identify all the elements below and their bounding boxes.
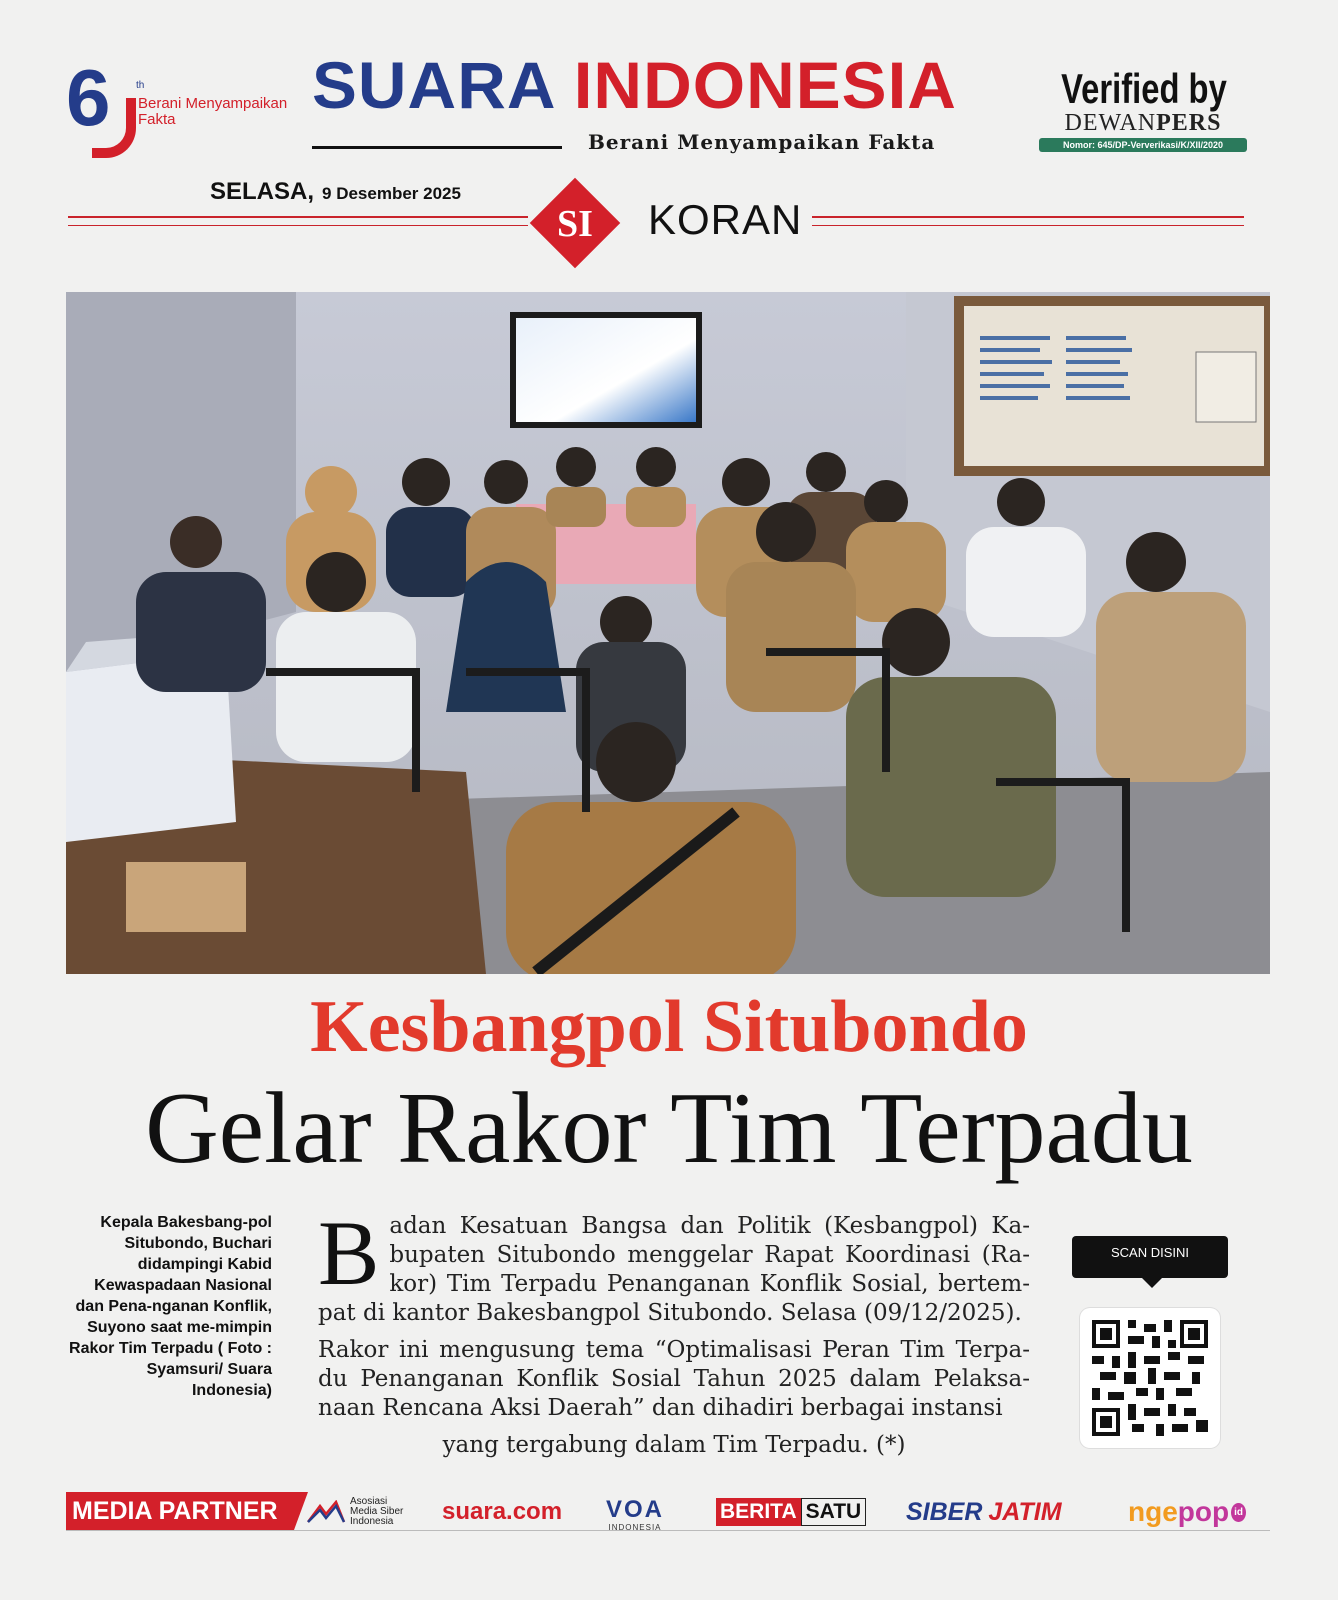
- drop-cap: B: [318, 1202, 380, 1304]
- masthead-part2: INDONESIA: [573, 48, 957, 122]
- article-paragraph-1: [318, 1202, 1030, 1328]
- header-rule-left: [68, 216, 528, 226]
- section-label: KORAN: [648, 196, 803, 243]
- verified-number: Nomor: 645/DP-Ververikasi/K/XII/2020: [1039, 138, 1247, 152]
- amsi-line3: Indonesia: [350, 1516, 394, 1527]
- anniv-number: 6: [66, 53, 111, 142]
- scan-label: SCAN DISINI: [1072, 1236, 1228, 1278]
- article-photo: [66, 292, 1270, 974]
- verified-badge: [1038, 65, 1248, 162]
- article-body: [318, 1202, 1030, 1468]
- siber-part1: SIBER: [906, 1497, 983, 1526]
- headline-primary: Kesbangpol Situbondo: [310, 986, 1028, 1068]
- headline-secondary: Gelar Rakor Tim Terpadu: [145, 1072, 1193, 1185]
- masthead-tagline: Berani Menyampaikan Fakta: [588, 130, 936, 154]
- masthead-title: [312, 48, 957, 122]
- amsi-icon: [306, 1500, 346, 1524]
- media-partner-bar: [66, 1492, 1270, 1531]
- ngepop-part1: nge: [1128, 1496, 1178, 1527]
- date-value: 9 Desember 2025: [322, 184, 461, 203]
- partner-ngepop-logo: [1128, 1496, 1246, 1528]
- masthead: [312, 48, 1032, 162]
- amsi-line2: Media Siber: [350, 1506, 404, 1517]
- article-paragraph-2-end: yang tergabung dalam Tim Terpadu. (*): [442, 1432, 906, 1458]
- photo-caption: Kepala Bakesbang-pol Situbondo, Buchari didampingi Kabid Kewaspadaan Nasional dan Pena-nganan Konflik, Suyono saat me-mimpin Rakor Tim Terpadu ( Foto : Syamsuri/ Suara Indonesia): [69, 1214, 272, 1399]
- berita-part1: BERITA: [716, 1498, 801, 1526]
- header-rule-right: [812, 216, 1244, 226]
- verified-org: [1038, 110, 1248, 136]
- voa-text: VOA: [606, 1496, 665, 1523]
- partner-suara-logo: suara.com: [442, 1498, 563, 1525]
- partner-beritasatu-logo: [716, 1496, 866, 1528]
- paragraph-1-text: adan Kesatuan Bangsa dan Politik (Kesbangpol) Ka-bupaten Situbondo menggelar Rapat Koordinasi (Ra-kor) Tim Terpadu Penanganan Konflik Sosial, bertem-pat di kantor Bakesbangpol Situbondo. Selasa (09/12/2025).: [318, 1213, 1030, 1326]
- berita-part2: SATU: [801, 1498, 867, 1526]
- qr-code-icon[interactable]: [1080, 1308, 1220, 1448]
- amsi-line1: Asosiasi: [350, 1496, 388, 1507]
- ngepop-part3: id: [1231, 1503, 1246, 1522]
- article-paragraph-2: Rakor ini mengusung tema “Optimalisasi Peran Tim Terpa-du Penanganan Konflik Sosial Tahun 2025 dalam Pelaksa-naan Rencana Aksi Daerah” dan dihadiri berbagai instansi: [318, 1337, 1030, 1421]
- dateline: [210, 178, 461, 206]
- si-logo: [530, 178, 620, 268]
- verified-pers: PERS: [1156, 110, 1222, 136]
- anniv-text: Berani Menyampaikan Fakta: [138, 95, 288, 128]
- verified-title: Verified by: [1061, 65, 1227, 112]
- meeting-room-photo: [66, 292, 1270, 974]
- media-partner-label: MEDIA PARTNER: [66, 1492, 294, 1530]
- masthead-part1: SUARA: [312, 48, 554, 122]
- siber-part2: JATIM: [988, 1497, 1062, 1526]
- si-logo-text: SI: [557, 203, 593, 245]
- masthead-rule: [312, 146, 562, 149]
- qr-code-graphic: [1092, 1320, 1208, 1436]
- partner-voa-logo: [606, 1496, 665, 1532]
- ngepop-part2: pop: [1177, 1496, 1230, 1527]
- amsi-text: [350, 1497, 403, 1527]
- date-day: SELASA,: [210, 178, 315, 205]
- anniv-swoosh: [92, 98, 136, 158]
- anniv-sup: th: [136, 80, 145, 91]
- verified-dewan: DEWAN: [1064, 110, 1157, 136]
- partner-siberjatim-logo: [906, 1496, 1062, 1528]
- partner-amsi-logo: [306, 1496, 403, 1528]
- anniversary-logo: [66, 53, 288, 162]
- voa-sub: INDONESIA: [608, 1523, 662, 1532]
